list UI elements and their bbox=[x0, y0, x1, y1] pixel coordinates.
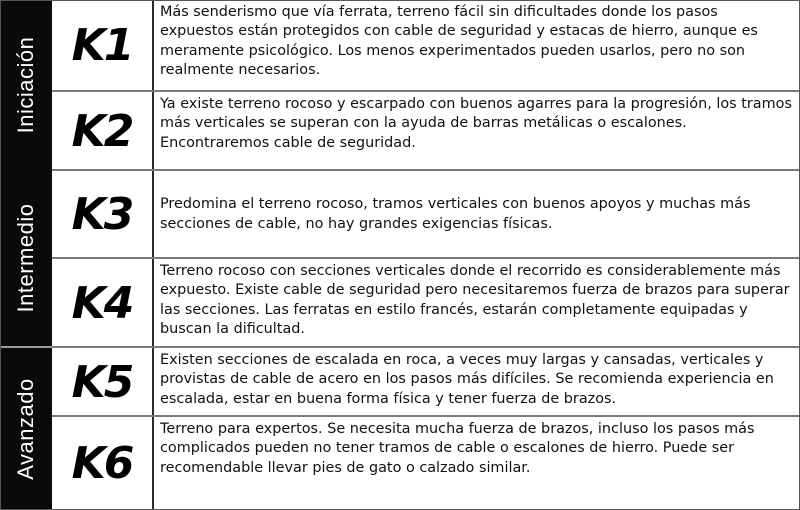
table-row-k2 bbox=[52, 92, 800, 170]
level-description bbox=[152, 171, 800, 258]
table-row-k3 bbox=[52, 171, 800, 258]
table-row-k1 bbox=[52, 0, 800, 91]
category-band-intermedio bbox=[0, 170, 52, 346]
table-row-k6 bbox=[52, 417, 800, 510]
level-code: K3 bbox=[71, 189, 133, 240]
level-code: K4 bbox=[71, 277, 133, 329]
level-code: K1 bbox=[71, 20, 133, 71]
table-row-k5 bbox=[52, 348, 800, 416]
level-description: Más senderismo que vía ferrata, terreno fácil sin dificultades donde los pasos expuestos están protegidos con cable de seguridad y estacas de hierro, aunque es meramente psicológico. Los menos experimentados pueden usarlos, pero no son realmente necesarios. bbox=[152, 0, 800, 91]
category-band-iniciacion bbox=[0, 0, 52, 170]
level-description: Ya existe terreno rocoso y escarpado con buenos agarres para la progresión, los tramos más verticales se superan con la ayuda de barras metálicas o escalones. Encontraremos cable de seguridad. bbox=[152, 92, 800, 170]
level-code: K2 bbox=[71, 105, 133, 157]
level-description-text: Predomina el terreno rocoso, tramos verticales con buenos apoyos y muchas más secciones de cable, no hay grandes exigencias físicas. bbox=[160, 196, 751, 232]
category-band-avanzado bbox=[0, 346, 52, 510]
category-label: Avanzado bbox=[13, 378, 38, 480]
level-description: Terreno para expertos. Se necesita mucha fuerza de brazos, incluso los pasos más complicados pueden no tener tramos de cable o escalones de hierro. Puede ser recomendable llevar pies de gato o calzado similar. bbox=[152, 417, 800, 510]
level-code: K5 bbox=[71, 356, 133, 408]
table-row-k4 bbox=[52, 259, 800, 347]
level-description: Terreno rocoso con secciones verticales donde el recorrido es considerablemente más expuesto. Existe cable de seguridad pero necesitaremos fuerza de brazos para superar las secciones. Las ferratas en estilo francés, estarán completamente equipadas y buscan la dificultad. bbox=[152, 259, 800, 347]
level-description: Existen secciones de escalada en roca, a veces muy largas y cansadas, verticales y provistas de cable de acero en los pasos más difíciles. Se recomienda experiencia en escalada, estar en buena forma física y tener fuerza de brazos. bbox=[152, 348, 800, 416]
category-label: Intermedio bbox=[13, 203, 38, 313]
level-code: K6 bbox=[71, 438, 133, 489]
category-label: Iniciación bbox=[13, 36, 38, 134]
